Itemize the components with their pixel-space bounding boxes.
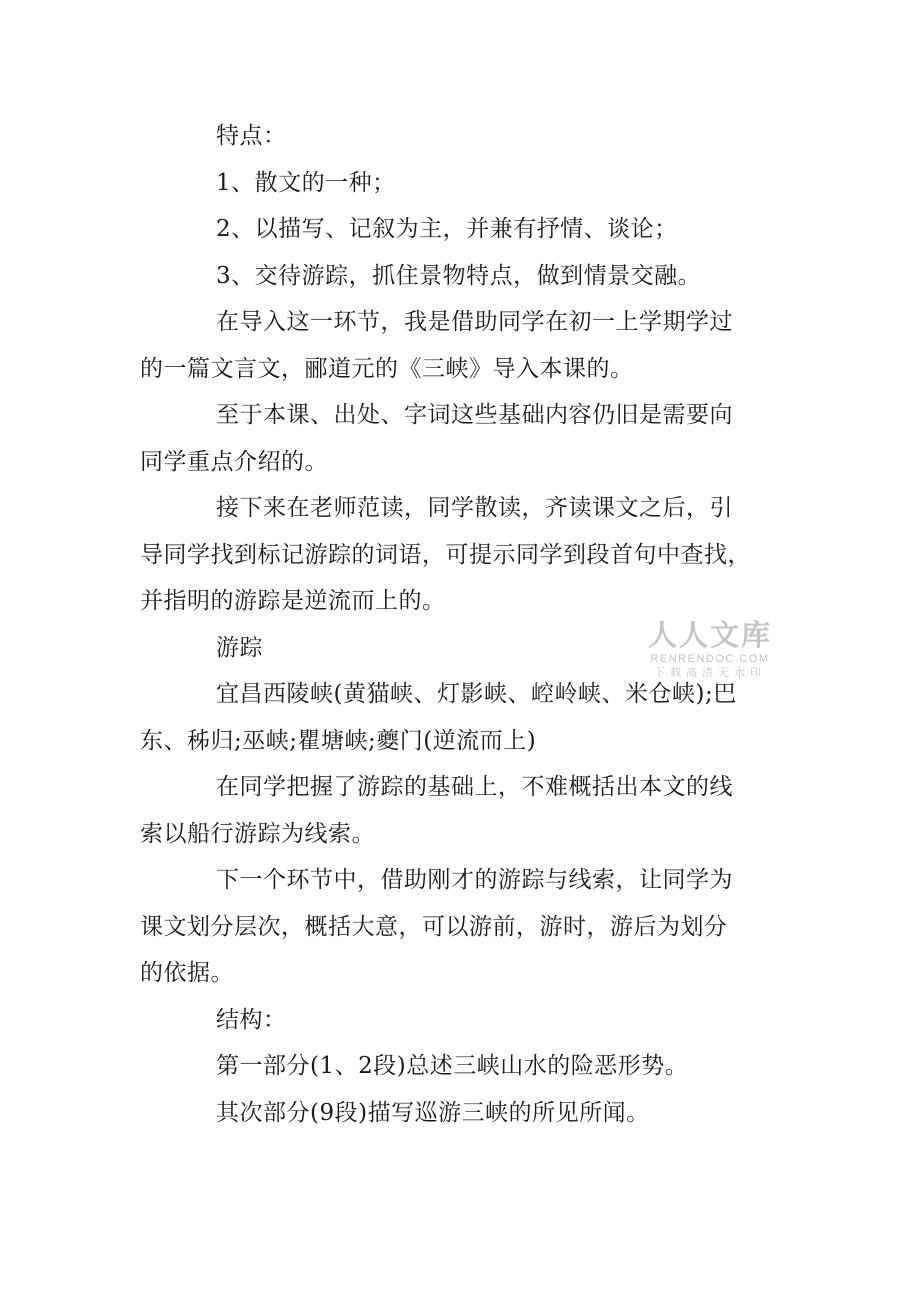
paragraph-clue-line-2: 索以船行游踪为线索。 [140,820,375,847]
feature-item-2: 2、以描写、记叙为主，并兼有抒情、谈论； [216,216,678,242]
watermark-subtitle: 下载高清无水印 [654,666,766,679]
paragraph-reading-line-2: 导同学找到标记游踪的词语，可提示同学到段首句中查找， [140,541,751,568]
watermark-domain: RENRENDOC.COM [650,653,770,665]
heading-features: 特点： [216,123,287,149]
heading-route: 游踪 [216,634,263,661]
feature-item-3: 3、交待游踪，抓住景物特点，做到情景交融。 [216,262,702,289]
paragraph-basics-line-2: 同学重点介绍的。 [140,448,328,475]
route-line-2: 东、秭归;巫峡;瞿塘峡;夔门(逆流而上) [140,727,537,754]
watermark-logo [646,618,774,680]
paragraph-intro-line-2: 的一篇文言文，郦道元的《三峡》导入本课的。 [140,355,634,382]
paragraph-layers-line-3: 的依据。 [140,960,234,986]
watermark-title: 人人文库 [647,618,772,652]
structure-part-1: 第一部分(1、2段)总述三峡山水的险恶形势。 [216,1053,689,1079]
feature-item-1: 1、散文的一种； [216,169,396,196]
paragraph-reading-line-3: 并指明的游踪是逆流而上的。 [140,588,446,614]
route-line-1: 宜昌西陵峡(黄猫峡、灯影峡、崆岭峡、米仓峡);巴 [216,681,737,707]
structure-part-2: 其次部分(9段)描写巡游三峡的所见所闻。 [216,1099,650,1126]
paragraph-clue-line-1: 在同学把握了游踪的基础上，不难概括出本文的线 [216,774,733,800]
paragraph-reading-line-1: 接下来在老师范读，同学散读，齐读课文之后，引 [216,495,733,521]
heading-structure: 结构： [216,1006,287,1033]
paragraph-layers-line-2: 课文划分层次，概括大意，可以游前，游时，游后为划分 [140,913,728,940]
paragraph-layers-line-1: 下一个环节中，借助刚才的游踪与线索，让同学为 [216,867,733,893]
paragraph-intro-line-1: 在导入这一环节，我是借助同学在初一上学期学过 [216,309,733,335]
paragraph-basics-line-1: 至于本课、出处、字词这些基础内容仍旧是需要向 [216,402,733,428]
